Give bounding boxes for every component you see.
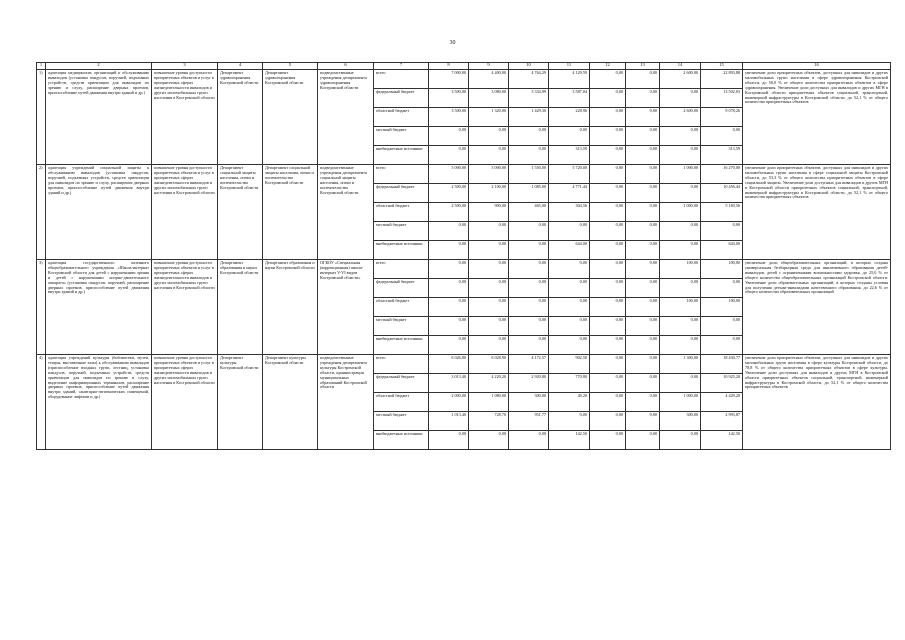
measure-name: адаптация медицинских организаций к обслуживанию инвалидов (установка пандусов, поручней, подъемных устройств, средств ориентации для инвалидов по зрению и слуху, расширение дверных проемов, приспособление путей движения внутри зданий и др.) [46,70,152,165]
funding-amount: 0,00 [429,298,469,317]
executor: Департамент здравоохранения Костромской области [263,70,318,165]
measure-name: адаптация государственного казенного общеобразовательного учреждения «Школа-интернат Костромской области для детей с нарушениями зрения и детей с нарушениями опорно-двигательного аппарата» (установка пандусов, поручней, расширение дверных проемов, приспособление путей движения внутри зданий и др.) [46,260,152,355]
funding-amount: 4 764,29 [509,70,549,89]
funding-amount: 0,00 [549,412,590,431]
funding-source: местный бюджет [374,127,429,146]
column-number: 5 [263,63,318,70]
funding-amount: 0,00 [509,431,549,450]
funding-amount: 1 320,00 [469,108,509,127]
funding-amount: 0,00 [469,298,509,317]
funding-amount: 0,00 [429,317,469,336]
column-number: 14 [660,63,701,70]
funding-amount: 0,00 [509,146,549,165]
funding-amount: 313,59 [701,146,743,165]
measure-goal: повышение уровня доступности приоритетных объектов и услуг в приоритетных сферах жизнедеятельности инвалидов и других маломобильных групп населения в Костромской области [152,70,218,165]
funding-source: всего [374,70,429,89]
funding-amount: 0,00 [701,317,743,336]
column-number: 1 [37,63,46,70]
funding-amount: 0,00 [590,241,626,260]
funding-amount: 7 000,00 [429,70,469,89]
funding-amount: 0,00 [626,203,660,222]
funding-amount: 0,00 [509,260,549,279]
funding-amount: 0,00 [469,241,509,260]
funding-source: внебюджетные источники [374,431,429,450]
funding-amount: 0,00 [626,355,660,374]
funding-amount: 4 172,57 [509,355,549,374]
measure-goal: повышение уровня доступности приоритетных объектов и услуг в приоритетных сферах жизнедеятельности инвалидов и других маломобильных групп населения в Костромской области [152,165,218,260]
column-number: 7 [374,63,429,70]
funding-amount: 0,00 [590,165,626,184]
executor: Департамент социальной защиты населения, опеки и попечительства Костромской области [263,165,318,260]
table-body [37,63,891,450]
funding-amount: 1 000,00 [660,203,701,222]
funding-amount: 0,00 [660,279,701,298]
column-number: 9 [469,63,509,70]
funding-amount: 3 500,00 [429,108,469,127]
funding-amount: 0,00 [590,108,626,127]
funding-amount: 0,00 [429,279,469,298]
funding-amount: 0,00 [590,127,626,146]
page-number: 30 [449,40,456,46]
funding-amount: 0,00 [509,317,549,336]
funding-amount: 0,00 [509,222,549,241]
funding-source: всего [374,355,429,374]
funding-amount: 0,00 [429,336,469,355]
column-number: 15 [701,63,743,70]
column-number-row [37,63,891,70]
funding-amount: 0,00 [701,336,743,355]
funding-source: федеральный бюджет [374,89,429,108]
funding-amount: 0,00 [626,222,660,241]
funding-amount: 2 100,00 [469,184,509,203]
funding-source: всего [374,165,429,184]
column-number: 2 [46,63,152,70]
funding-amount: 1 085,00 [509,184,549,203]
funding-amount: 0,00 [429,146,469,165]
funding-amount: 2 500,00 [429,184,469,203]
funding-amount: 0,00 [429,260,469,279]
funding-source: внебюджетные источники [374,336,429,355]
column-number: 10 [509,63,549,70]
funding-amount: 0,00 [626,89,660,108]
funding-amount: 0,00 [590,336,626,355]
measure-goal: повышение уровня доступности приоритетных объектов и услуг в приоритетных сферах жизнедеятельности инвалидов и других маломобильных групп населения в Костромской области [152,260,218,355]
funding-amount: 0,00 [701,127,743,146]
funding-amount: 313,59 [549,146,590,165]
funding-amount: 5 720,00 [549,165,590,184]
target-indicator: увеличение доли общеобразовательных организаций, в которых создана универсальная безбарьерная среда для инклюзивного образования детей-инвалидов, детей с ограниченными возможностями здоровья, до 25,0 % от общего количества общеобразовательных организаций Костромской области. Увеличение доли образовательных организаций, в которых созданы условия для получения детьми-инвалидами качественного образования, до 22,6 % от общего количества образовательных организаций [743,260,891,355]
funding-amount: 0,00 [701,222,743,241]
row-number: 4) [37,355,46,450]
funding-amount: 0,00 [626,165,660,184]
funding-amount: 228,96 [549,108,590,127]
target-indicator: увеличение доли приоритетных объектов, доступных для инвалидов и других маломобильных групп населения в сфере культуры Костромской области, до 78,8 % от общего количества приоритетных объектов в сфере культуры. Увеличение доли доступных для инвалидов и других МГН в Костромской области приоритетных объектов социальной, транспортной, инженерной инфраструктуры в Костромской области, до 52,1 % от общего количества приоритетных объектов [743,355,891,450]
funding-amount: 0,00 [590,298,626,317]
funding-amount: 0,00 [549,260,590,279]
funding-amount: 0,00 [590,222,626,241]
column-number: 4 [218,63,263,70]
funding-amount: 5 169,56 [701,203,743,222]
funding-amount: 0,00 [660,89,701,108]
column-number: 13 [626,63,660,70]
funding-amount: 49,20 [549,393,590,412]
funding-amount: 728,70 [469,412,509,431]
funding-amount: 2 600,00 [660,108,701,127]
funding-amount: 644,00 [701,241,743,260]
funding-amount: 10 925,20 [701,374,743,393]
funding-amount: 0,00 [549,222,590,241]
funding-amount: 13 502,03 [701,89,743,108]
funding-amount: 0,00 [469,127,509,146]
funding-source: внебюджетные источники [374,146,429,165]
funding-amount: 0,00 [626,260,660,279]
funding-amount: 0,00 [549,127,590,146]
funding-amount: 10 456,44 [701,184,743,203]
funding-amount: 6 028,90 [469,355,509,374]
funding-amount: 0,00 [626,412,660,431]
funding-source: федеральный бюджет [374,184,429,203]
funding-amount: 0,00 [626,298,660,317]
funding-amount: 100,00 [660,298,701,317]
funding-amount: 0,00 [469,336,509,355]
funding-amount: 1 000,00 [660,165,701,184]
funding-amount: 0,00 [660,431,701,450]
funding-amount: 4 771,44 [549,184,590,203]
funding-amount: 100,00 [701,260,743,279]
participant: подведомственные учреждения департамента социальной защиты населения, опеки и попечительства Костромской области [318,165,374,260]
funding-amount: 0,00 [590,146,626,165]
funding-source: областной бюджет [374,203,429,222]
funding-amount: 0,00 [549,279,590,298]
funding-amount: 304,56 [549,203,590,222]
funding-amount: 4 129,59 [549,70,590,89]
funding-amount: 300,00 [509,393,549,412]
funding-amount: 9 078,26 [701,108,743,127]
table-row [37,70,891,89]
funding-amount: 3 000,00 [469,165,509,184]
program-measures-table [36,62,891,450]
funding-amount: 0,00 [660,241,701,260]
funding-amount: 5 000,00 [429,165,469,184]
funding-amount: 0,00 [626,184,660,203]
funding-amount: 770,80 [549,374,590,393]
funding-amount: 0,00 [429,431,469,450]
funding-amount: 2 993,87 [701,412,743,431]
funding-amount: 4 429,20 [701,393,743,412]
table-row [37,260,891,279]
target-indicator: увеличение доли приоритетных объектов, доступных для инвалидов и других маломобильных групп населения в сфере социальной защиты Костромской области, до 53,3 % от общего количества приоритетных объектов в сфере социальной защиты. Увеличение доли доступных для инвалидов и других МГН в Костромской области приоритетных объектов социальной, транспортной, инженерной инфраструктуры в Костромской области, до 52,1 % от общего количества приоритетных объектов [743,165,891,260]
funding-amount: 0,00 [509,127,549,146]
row-number: 1) [37,70,46,165]
funding-amount: 0,00 [590,355,626,374]
column-number: 8 [429,63,469,70]
funding-source: областной бюджет [374,108,429,127]
funding-amount: 100,00 [701,298,743,317]
funding-amount: 1 550,00 [509,165,549,184]
funding-amount: 1 429,30 [509,108,549,127]
funding-amount: 0,00 [626,336,660,355]
funding-amount: 142,50 [549,431,590,450]
funding-amount: 0,00 [469,431,509,450]
row-number: 2) [37,165,46,260]
funding-amount: 300,00 [660,412,701,431]
funding-amount: 3 500,00 [429,89,469,108]
funding-source: всего [374,260,429,279]
executor: Департамент культуры Костромской области [263,355,318,450]
funding-amount: 0,00 [549,336,590,355]
funding-amount: 3 334,99 [509,89,549,108]
funding-amount: 0,00 [429,241,469,260]
funding-source: областной бюджет [374,298,429,317]
responsible-executor: Департамент социальной защиты населения, опеки и попечительства Костромской области [218,165,263,260]
responsible-executor: Департамент культуры Костромской области [218,355,263,450]
funding-source: федеральный бюджет [374,279,429,298]
funding-amount: 0,00 [509,241,549,260]
funding-amount: 0,00 [549,317,590,336]
funding-amount: 0,00 [509,298,549,317]
funding-amount: 0,00 [509,279,549,298]
funding-amount: 0,00 [660,184,701,203]
funding-amount: 0,00 [626,317,660,336]
funding-source: областной бюджет [374,393,429,412]
executor: Департамент образования и науки Костромской области [263,260,318,355]
funding-amount: 0,00 [626,393,660,412]
funding-amount: 0,00 [469,317,509,336]
funding-amount: 902,50 [549,355,590,374]
funding-amount: 4 220,20 [469,374,509,393]
funding-amount: 465,00 [509,203,549,222]
funding-amount: 0,00 [590,184,626,203]
funding-amount: 0,00 [590,203,626,222]
funding-source: федеральный бюджет [374,374,429,393]
participant: ОГКОУ «Специальная (коррекционная) школа-интернат V-VI видов Костромской области» [318,260,374,355]
funding-amount: 0,00 [590,393,626,412]
funding-source: внебюджетные источники [374,241,429,260]
funding-amount: 0,00 [626,431,660,450]
funding-amount: 18 430,77 [701,355,743,374]
funding-amount: 0,00 [660,374,701,393]
funding-amount: 3 013,40 [429,374,469,393]
funding-amount: 0,00 [626,241,660,260]
funding-amount: 1 300,00 [660,355,701,374]
funding-amount: 0,00 [549,298,590,317]
funding-amount: 0,00 [660,336,701,355]
funding-amount: 951,77 [509,412,549,431]
column-number: 16 [743,63,891,70]
funding-amount: 1 013,40 [429,412,469,431]
responsible-executor: Департамент образования и науки Костромской области [218,260,263,355]
column-number: 12 [590,63,626,70]
funding-amount: 0,00 [509,336,549,355]
funding-amount: 0,00 [590,374,626,393]
funding-amount: 2 000,00 [429,393,469,412]
funding-amount: 0,00 [590,279,626,298]
funding-amount: 0,00 [660,146,701,165]
funding-amount: 0,00 [626,146,660,165]
funding-amount: 6 026,80 [429,355,469,374]
funding-amount: 2 500,00 [429,203,469,222]
funding-amount: 100,00 [660,260,701,279]
funding-amount: 0,00 [469,222,509,241]
funding-amount: 0,00 [590,431,626,450]
funding-source: местный бюджет [374,412,429,431]
funding-amount: 0,00 [626,70,660,89]
funding-amount: 0,00 [660,222,701,241]
funding-amount: 1 000,00 [660,393,701,412]
funding-amount: 0,00 [626,127,660,146]
funding-amount: 0,00 [626,374,660,393]
funding-amount: 0,00 [590,412,626,431]
funding-amount: 0,00 [660,317,701,336]
funding-amount: 0,00 [469,279,509,298]
funding-amount: 0,00 [469,146,509,165]
table-row [37,165,891,184]
table-row [37,355,891,374]
funding-amount: 0,00 [590,70,626,89]
measure-goal: повышение уровня доступности приоритетных объектов и услуг в приоритетных сферах жизнедеятельности инвалидов и других маломобильных групп населения в Костромской области [152,355,218,450]
funding-amount: 3 587,04 [549,89,590,108]
funding-amount: 16 270,00 [701,165,743,184]
funding-amount: 0,00 [701,279,743,298]
funding-amount: 1 080,00 [469,393,509,412]
row-number: 3) [37,260,46,355]
responsible-executor: Департамент здравоохранения Костромской области [218,70,263,165]
funding-amount: 0,00 [660,127,701,146]
funding-amount: 2 600,00 [660,70,701,89]
funding-source: местный бюджет [374,317,429,336]
funding-amount: 0,00 [469,260,509,279]
funding-amount: 644,00 [549,241,590,260]
participant: подведомственные учреждения департамента здравоохранения Костромской области [318,70,374,165]
funding-amount: 0,00 [590,89,626,108]
funding-amount: 0,00 [429,127,469,146]
column-number: 6 [318,63,374,70]
funding-amount: 2 920,80 [509,374,549,393]
participant: подведомственные учреждения департамента культуры Костромской области, администрации муниципальных образований Костромской области [318,355,374,450]
measure-name: адаптация учреждений культуры (библиотеки, музеи, театры, выставочные залы) к обслуживанию инвалидов (приспособление входных групп, лестниц, установка пандусов, поручней, подъемных устройств, средств ориентации для инвалидов по зрению и слуху, выделение информационных терминалов, расширение дверных проемов, приспособление путей движения внутри зданий, санитарно-гигиенических помещений, оборудование лифтами и др.) [46,355,152,450]
funding-amount: 0,00 [590,317,626,336]
column-number: 11 [549,63,590,70]
funding-amount: 22 893,88 [701,70,743,89]
column-number: 3 [152,63,218,70]
funding-amount: 0,00 [626,279,660,298]
funding-amount: 3 080,00 [469,89,509,108]
funding-amount: 0,00 [626,108,660,127]
funding-amount: 900,00 [469,203,509,222]
funding-amount: 0,00 [429,222,469,241]
target-indicator: увеличение доли приоритетных объектов, доступных для инвалидов и других маломобильных групп населения в сфере здравоохранения Костромской области, до 50,0 % от общего количества приоритетных объектов в сфере здравоохранения. Увеличение доли доступных для инвалидов и других МГН в Костромской области приоритетных объектов социальной, транспортной, инженерной инфраструктуры в Костромской области, до 52,1 % от общего количества приоритетных объектов [743,70,891,165]
funding-amount: 142,50 [701,431,743,450]
funding-amount: 4 400,00 [469,70,509,89]
funding-amount: 0,00 [590,260,626,279]
funding-source: местный бюджет [374,222,429,241]
measure-name: адаптация учреждений социальной защиты к обслуживанию инвалидов (установка пандусов, поручней, подъемных устройств, средств ориентации для инвалидов по зрению и слуху, расширение дверных проемов, приспособление путей движения внутри зданий и др.) [46,165,152,260]
